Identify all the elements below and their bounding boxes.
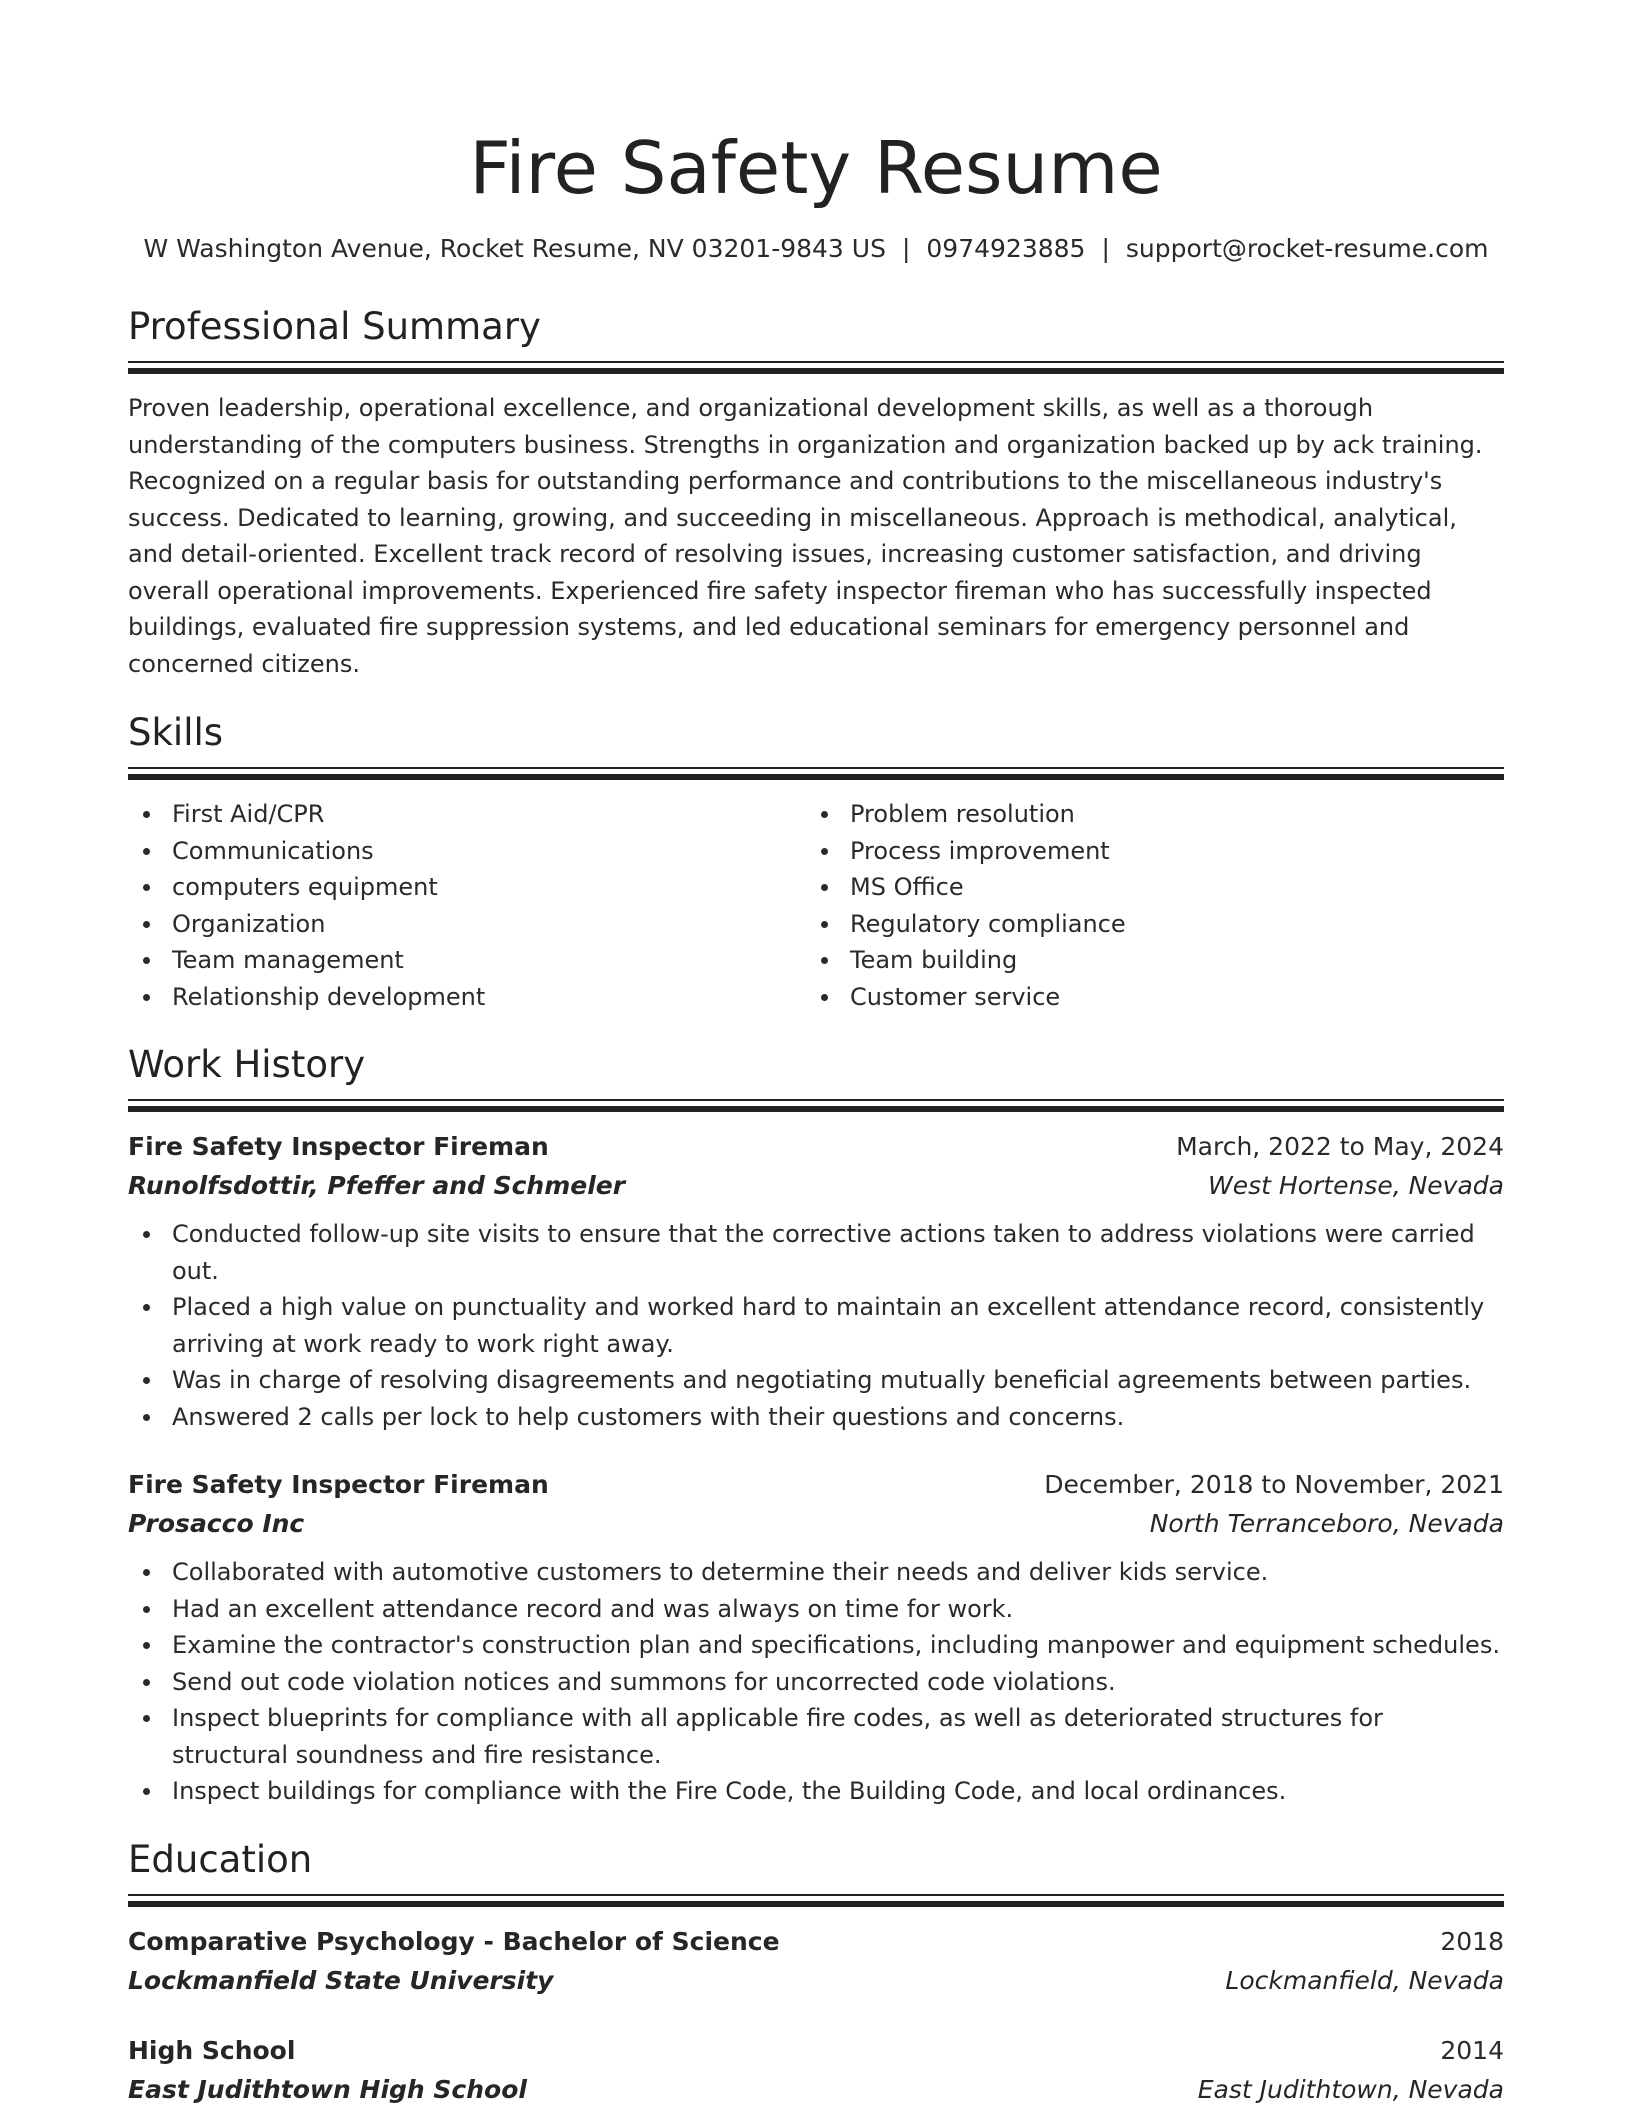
job-bullet: Examine the contractor's construction plan and specifications, including manpower and equipment schedules. — [128, 1627, 1504, 1664]
contact-line — [128, 232, 1504, 266]
education-section — [128, 1836, 1504, 2110]
job-dates: March, 2022 to May, 2024 — [1176, 1132, 1504, 1161]
job-company: Runolfsdottir, Pfeffer and Schmeler — [128, 1171, 626, 1200]
job-bullet: Was in charge of resolving disagreements and negotiating mutually beneficial agreements between parties. — [128, 1362, 1504, 1399]
job-location: West Hortense, Nevada — [1208, 1171, 1504, 1200]
education-entry — [128, 1923, 1504, 2001]
section-heading-education: Education — [128, 1837, 313, 1881]
skill-item: Team building — [806, 942, 1484, 979]
contact-email: support@rocket-resume.com — [1125, 234, 1489, 263]
section-heading-skills: Skills — [128, 711, 224, 754]
skill-item: Communications — [128, 833, 806, 870]
skill-item: First Aid/CPR — [128, 796, 806, 833]
education-school: Lockmanfield State University — [128, 1965, 554, 1995]
section-heading-work: Work History — [128, 1043, 366, 1086]
skill-item: computers equipment — [128, 869, 806, 906]
section-rule — [128, 767, 1504, 769]
skill-item: MS Office — [806, 869, 1484, 906]
education-degree: High School — [128, 2035, 296, 2065]
skill-item: Organization — [128, 906, 806, 943]
job-title: Fire Safety Inspector Fireman — [128, 1132, 549, 1161]
job-bullet: Answered 2 calls per lock to help customers with their questions and concerns. — [128, 1399, 1504, 1436]
job-location: North Terranceboro, Nevada — [1149, 1509, 1504, 1538]
summary-section — [128, 303, 1504, 682]
education-location: Lockmanfield, Nevada — [1225, 1965, 1504, 1995]
education-degree: Comparative Psychology - Bachelor of Science — [128, 1926, 780, 1956]
skills-list-right — [806, 796, 1484, 1015]
section-rule-thick — [128, 774, 1504, 780]
skill-item: Relationship development — [128, 979, 806, 1016]
skills-list-left — [128, 796, 806, 1015]
resume-page — [128, 0, 1504, 2110]
skill-item: Customer service — [806, 979, 1484, 1016]
job-bullet: Inspect buildings for compliance with the Fire Code, the Building Code, and local ordinances. — [128, 1773, 1504, 1810]
contact-separator: | — [901, 234, 911, 263]
skill-item: Team management — [128, 942, 806, 979]
job-company: Prosacco Inc — [128, 1509, 305, 1538]
job-bullet: Had an excellent attendance record and was always on time for work. — [128, 1591, 1504, 1628]
section-rule — [128, 1099, 1504, 1101]
resume-title: Fire Safety Resume — [469, 126, 1163, 210]
education-entry — [128, 2032, 1504, 2110]
work-section — [128, 1041, 1504, 1810]
job-entry — [128, 1466, 1504, 1810]
section-heading-summary: Professional Summary — [128, 305, 541, 348]
section-rule-thick — [128, 1106, 1504, 1112]
contact-separator: | — [1101, 234, 1110, 263]
job-bullet: Placed a high value on punctuality and worked hard to maintain an excellent attendance record, consistently arriving at work ready to work right away. — [128, 1289, 1504, 1362]
education-year: 2018 — [1440, 1926, 1504, 1956]
job-title: Fire Safety Inspector Fireman — [128, 1470, 549, 1499]
job-bullet: Conducted follow-up site visits to ensure that the corrective actions taken to address violations were carried out. — [128, 1216, 1504, 1289]
contact-phone: 0974923885 — [926, 234, 1086, 263]
job-bullet: Send out code violation notices and summons for uncorrected code violations. — [128, 1664, 1504, 1701]
skill-item: Process improvement — [806, 833, 1484, 870]
section-rule — [128, 1894, 1504, 1896]
education-location: East Judithtown, Nevada — [1197, 2074, 1504, 2104]
skills-columns — [128, 796, 1504, 1015]
job-bullet: Collaborated with automotive customers to determine their needs and deliver kids service. — [128, 1554, 1504, 1591]
skill-item: Regulatory compliance — [806, 906, 1484, 943]
section-rule-thick — [128, 368, 1504, 374]
education-school: East Judithtown High School — [128, 2074, 527, 2104]
skills-section — [128, 709, 1504, 1015]
section-rule — [128, 361, 1504, 363]
job-bullets — [128, 1216, 1504, 1435]
job-dates: December, 2018 to November, 2021 — [1044, 1470, 1504, 1499]
job-bullets — [128, 1554, 1504, 1810]
summary-text: Proven leadership, operational excellence, and organizational development skills, as well as a thorough understanding of the computers business. Strengths in organization and organization backed up by ack training. Recognized on a regular basis for outstanding performance and contributions to the miscellaneous industry's success. Dedicated to learning, growing, and succeeding in miscellaneous. Approach is methodical, analytical, and detail-oriented. Excellent track record of resolving issues, increasing customer satisfaction, and driving overall operational improvements. Experienced fire safety inspector fireman who has successfully inspected buildings, evaluated fire suppression systems, and led educational seminars for emergency personnel and concerned citizens. — [128, 394, 1483, 678]
job-bullet: Inspect blueprints for compliance with all applicable fire codes, as well as deteriorated structures for structural soundness and fire resistance. — [128, 1700, 1504, 1773]
section-rule-thick — [128, 1901, 1504, 1907]
skill-item: Problem resolution — [806, 796, 1484, 833]
contact-address: W Washington Avenue, Rocket Resume, NV 03201-9843 US — [143, 234, 886, 263]
job-entry — [128, 1128, 1504, 1435]
education-year: 2014 — [1440, 2035, 1504, 2065]
